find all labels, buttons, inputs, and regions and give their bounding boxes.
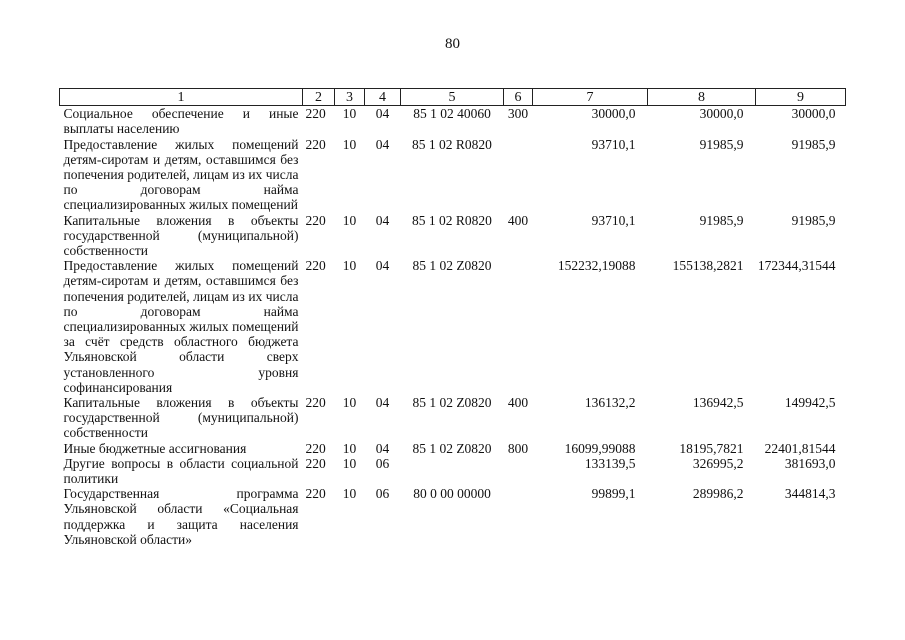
row-name-cell: Государственная программа Ульяновской области «Социальная поддержка и защита населения Ульяновской области» (63, 486, 299, 547)
row-col8-cell: 18195,7821 (679, 440, 744, 456)
row-col3-cell: 10 (342, 440, 357, 456)
row-col6-cell: 400 (507, 212, 529, 228)
table-row (60, 258, 846, 395)
row-col4-cell: 06 (375, 486, 390, 502)
table-row (60, 456, 846, 486)
row-col3-cell: 10 (342, 395, 357, 411)
row-col7-cell: 93710,1 (591, 136, 636, 152)
row-col7-cell: 16099,99088 (564, 440, 636, 456)
table-header (60, 89, 846, 106)
row-col2-cell: 220 (305, 455, 326, 471)
header-cell-2: 2 (303, 89, 335, 106)
row-name-cell: Капитальные вложения в объекты государственной (муниципальной) собственности (63, 395, 299, 441)
row-col7-cell: 30000,0 (591, 106, 636, 122)
row-col8-cell: 155138,2821 (672, 258, 744, 274)
header-cell-1: 1 (60, 89, 303, 106)
row-col7-cell: 93710,1 (591, 212, 636, 228)
row-col5-cell: 80 0 00 00000 (413, 486, 491, 502)
row-col4-cell: 04 (375, 440, 390, 456)
table-row (60, 137, 846, 213)
row-name-cell: Предоставление жилых помещений детям-сиротам и детям, оставшимся без попечения родителей, лицам из их числа по договорам найма специализированных жилых помещений (63, 136, 299, 213)
row-col2-cell: 220 (305, 440, 326, 456)
header-cell-7: 7 (533, 89, 648, 106)
row-col6-cell: 300 (507, 106, 529, 122)
row-col7-cell: 152232,19088 (557, 258, 636, 274)
page-number: 80 (445, 36, 460, 52)
table-row (60, 395, 846, 441)
row-col2-cell: 220 (305, 258, 326, 274)
row-col3-cell: 10 (342, 258, 357, 274)
row-col6-cell: 800 (507, 440, 529, 456)
row-col8-cell: 326995,2 (692, 455, 744, 471)
row-col6-cell (504, 258, 533, 395)
table-row (60, 213, 846, 259)
row-col9-cell: 344814,3 (784, 486, 836, 502)
row-name-cell: Предоставление жилых помещений детям-сиротам и детям, оставшимся без попечения родителей, лицам из их числа по договорам найма специализированных жилых помещений за счёт средств областного бюджета Ульяновской области сверх установленного уровня софинансирования (63, 258, 299, 395)
row-col7-cell: 136132,2 (584, 395, 636, 411)
header-cell-9: 9 (756, 89, 846, 106)
row-col8-cell: 91985,9 (699, 212, 744, 228)
row-col3-cell: 10 (342, 486, 357, 502)
row-col2-cell: 220 (305, 106, 326, 122)
budget-table (59, 88, 846, 547)
row-col2-cell: 220 (305, 136, 326, 152)
header-cell-8: 8 (648, 89, 756, 106)
row-name-cell: Капитальные вложения в объекты государственной (муниципальной) собственности (63, 212, 299, 259)
row-col5-cell: 85 1 02 R0820 (412, 212, 492, 228)
header-row (60, 89, 846, 106)
row-col4-cell: 06 (375, 455, 390, 471)
row-col6-cell (504, 456, 533, 486)
row-col9-cell: 30000,0 (791, 106, 836, 122)
table-body (60, 106, 846, 547)
header-cell-6: 6 (504, 89, 533, 106)
row-col2-cell: 220 (305, 395, 326, 411)
row-col3-cell: 10 (342, 136, 357, 152)
header-cell-3: 3 (335, 89, 365, 106)
row-col9-cell: 22401,81544 (764, 440, 836, 456)
row-col4-cell: 04 (375, 258, 390, 274)
row-col7-cell: 99899,1 (591, 486, 636, 502)
row-col6-cell (504, 137, 533, 213)
row-col3-cell: 10 (342, 212, 357, 228)
row-col9-cell: 91985,9 (791, 212, 836, 228)
row-col8-cell: 91985,9 (699, 136, 744, 152)
row-name-cell: Иные бюджетные ассигнования (63, 440, 247, 456)
row-col7-cell: 133139,5 (584, 455, 636, 471)
row-col8-cell: 136942,5 (692, 395, 744, 411)
table-row (60, 441, 846, 456)
row-col9-cell: 149942,5 (784, 395, 836, 411)
row-col5-cell: 85 1 02 Z0820 (412, 258, 492, 274)
row-col2-cell: 220 (305, 212, 326, 228)
table-row (60, 486, 846, 547)
row-col4-cell: 04 (375, 395, 390, 411)
header-cell-4: 4 (365, 89, 401, 106)
row-col5-cell: 85 1 02 R0820 (412, 136, 492, 152)
header-cell-5: 5 (401, 89, 504, 106)
row-col9-cell: 381693,0 (784, 455, 836, 471)
row-col2-cell: 220 (305, 486, 326, 502)
row-col5-cell: 85 1 02 Z0820 (412, 440, 492, 456)
row-col8-cell: 289986,2 (692, 486, 744, 502)
row-col4-cell: 04 (375, 212, 390, 228)
row-col4-cell: 04 (375, 106, 390, 122)
row-col3-cell: 10 (342, 455, 357, 471)
row-name-cell: Социальное обеспечение и иные выплаты населению (63, 106, 299, 137)
row-col6-cell (504, 486, 533, 547)
row-col6-cell: 400 (507, 395, 529, 411)
row-col4-cell: 04 (375, 136, 390, 152)
row-col3-cell: 10 (342, 106, 357, 122)
row-name-cell: Другие вопросы в области социальной политики (63, 455, 299, 487)
row-col5-cell (401, 456, 504, 486)
row-col9-cell: 91985,9 (791, 136, 836, 152)
row-col8-cell: 30000,0 (699, 106, 744, 122)
row-col5-cell: 85 1 02 Z0820 (412, 395, 492, 411)
row-col9-cell: 172344,31544 (757, 258, 836, 274)
row-col5-cell: 85 1 02 40060 (413, 106, 491, 122)
table-row (60, 106, 846, 137)
